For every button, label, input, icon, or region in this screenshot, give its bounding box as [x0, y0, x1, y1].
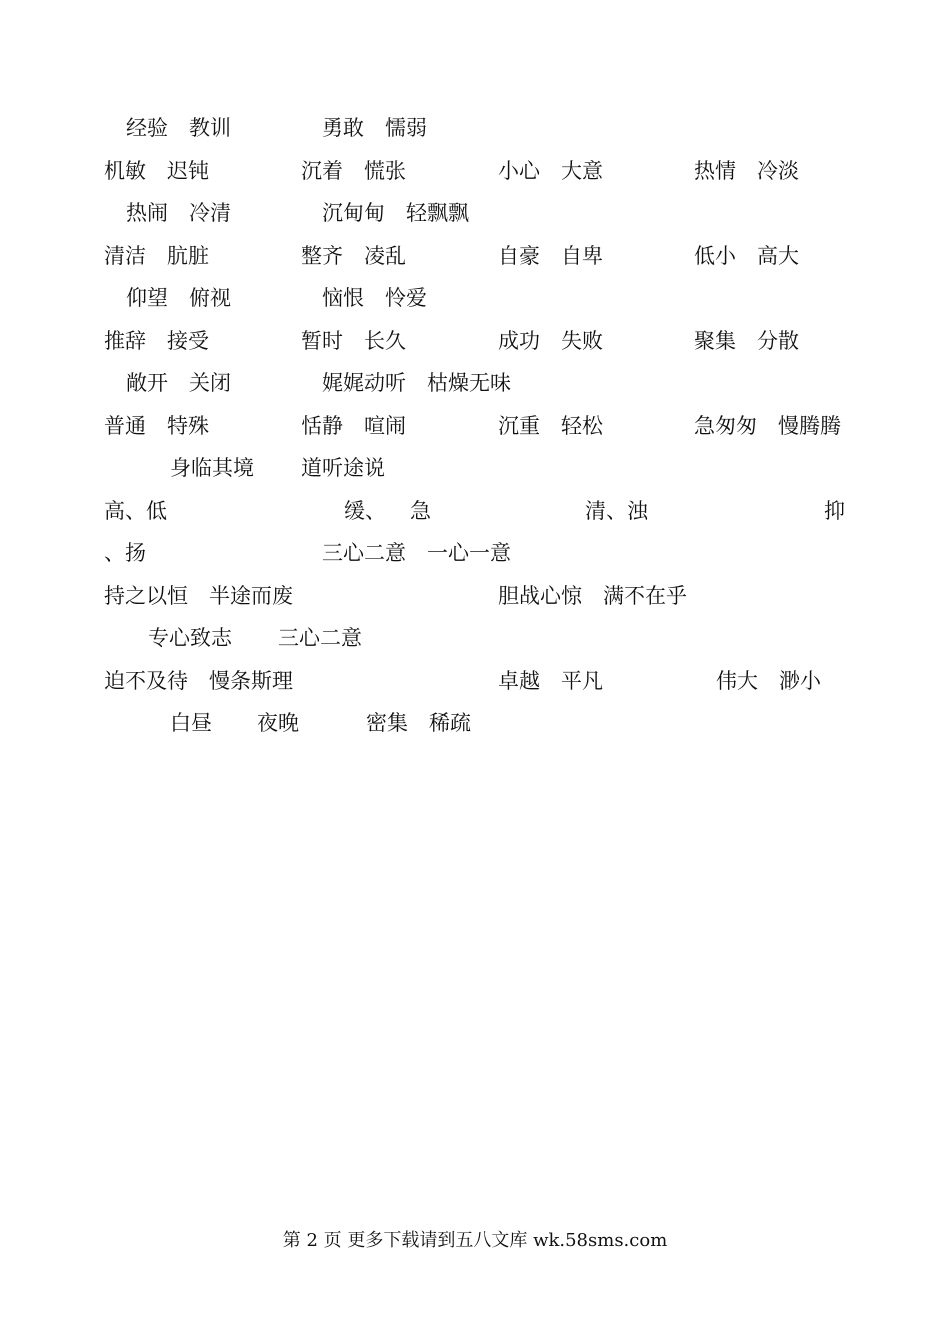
word-pair: 自豪 自卑: [498, 244, 603, 268]
word-pair: 聚集 分散: [694, 329, 799, 353]
word-pair: 小心 大意: [498, 159, 603, 183]
word-pair: 高、低: [104, 499, 167, 523]
word-pair: 娓娓动听 枯燥无味: [322, 371, 511, 395]
word-pair: 经验 教训: [126, 116, 231, 140]
word-pair: 清洁 肮脏: [104, 244, 209, 268]
word-pair: 、扬: [104, 541, 146, 565]
word-pair: 恬静 喧闹: [301, 414, 406, 438]
idiom: 三心二意: [278, 626, 362, 650]
word: 白昼: [170, 711, 212, 735]
word-pair: 急: [410, 499, 431, 523]
word-pair: 整齐 凌乱: [301, 244, 406, 268]
idiom: 专心致志: [148, 626, 232, 650]
page-footer: 第 2 页 更多下载请到五八文库 wk.58sms.com: [282, 1230, 668, 1251]
word-pair: 三心二意 一心一意: [322, 541, 511, 565]
word: 夜晚: [257, 711, 299, 735]
word-pair: 低小 高大: [694, 244, 799, 268]
word-pair: 机敏 迟钝: [104, 159, 209, 183]
word-pair: 卓越 平凡: [498, 669, 603, 693]
word-pair: 沉甸甸 轻飘飘: [322, 201, 469, 225]
word-pair: 胆战心惊 满不在乎: [498, 584, 687, 608]
word-pair: 清、浊: [585, 499, 648, 523]
idiom: 道听途说: [301, 456, 385, 480]
word-pair: 普通 特殊: [104, 414, 209, 438]
word-pair: 沉着 慌张: [301, 159, 406, 183]
word-pair: 推辞 接受: [104, 329, 209, 353]
word-pair: 急匆匆 慢腾腾: [694, 414, 841, 438]
word-pair: 热闹 冷清: [126, 201, 231, 225]
word-pair: 仰望 俯视: [126, 286, 231, 310]
word-pair: 伟大 渺小: [716, 669, 821, 693]
word-pair: 敞开 关闭: [126, 371, 231, 395]
word-pair: 密集 稀疏: [366, 711, 471, 735]
word-pair: 持之以恒 半途而废: [104, 584, 293, 608]
word-pair: 暂时 长久: [301, 329, 406, 353]
word-pair: 勇敢 懦弱: [322, 116, 427, 140]
word-pair: 成功 失败: [498, 329, 603, 353]
word-pair: 沉重 轻松: [498, 414, 603, 438]
word-pair: 缓、: [344, 499, 386, 523]
word-pair: 恼恨 怜爱: [322, 286, 427, 310]
word-pair: 热情 冷淡: [694, 159, 799, 183]
word-pair: 迫不及待 慢条斯理: [104, 669, 293, 693]
word-pair: 抑: [824, 499, 845, 523]
idiom: 身临其境: [170, 456, 254, 480]
